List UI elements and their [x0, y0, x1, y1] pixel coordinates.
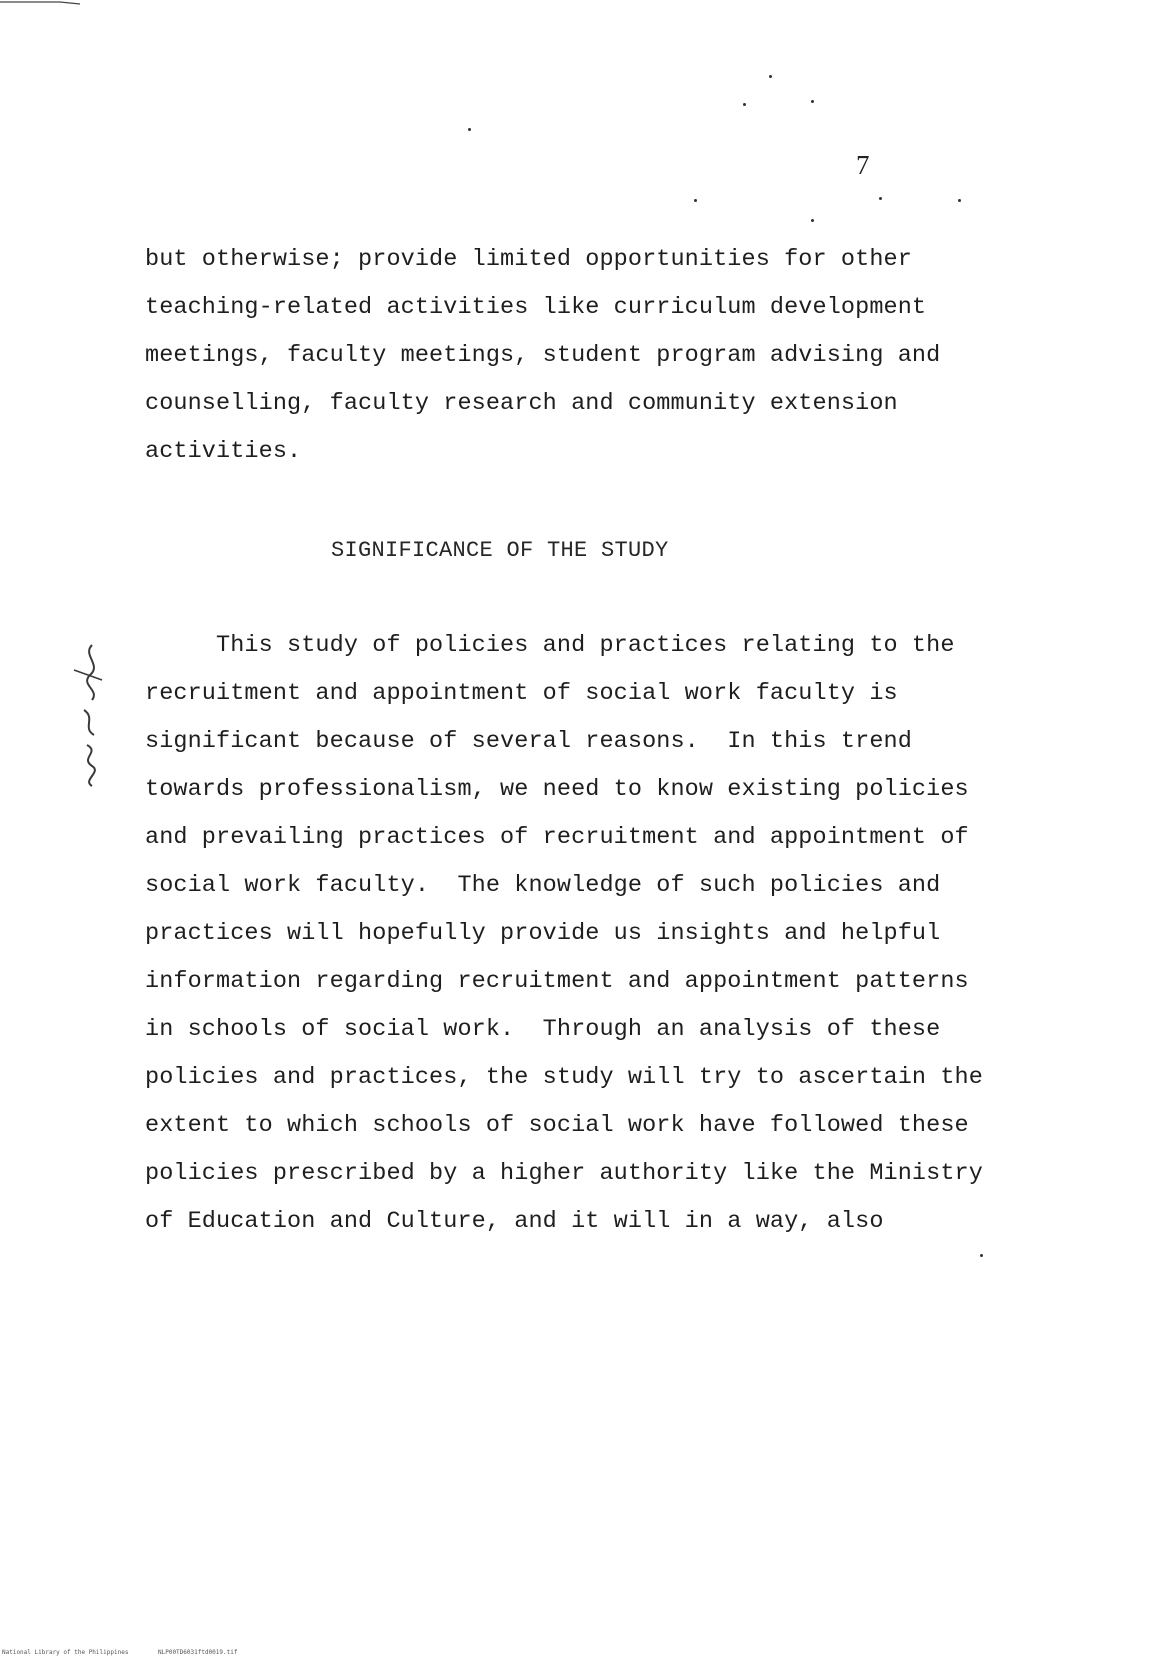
text-line: social work faculty. The knowledge of such policies and — [145, 872, 941, 899]
text-line: but otherwise; provide limited opportunities for other — [145, 246, 912, 273]
text-line: practices will hopefully provide us insights and helpful — [145, 920, 941, 947]
text-line: information regarding recruitment and appointment patterns — [145, 968, 969, 995]
text-line: extent to which schools of social work have followed these — [145, 1112, 969, 1139]
text-line: of Education and Culture, and it will in a way, also — [145, 1208, 884, 1235]
text-line: in schools of social work. Through an analysis of these — [145, 1016, 941, 1043]
text-line: meetings, faculty meetings, student program advising and — [145, 342, 941, 369]
page-number: 7 — [856, 150, 870, 180]
scan-speck — [811, 100, 814, 103]
scan-speck — [694, 199, 697, 202]
scan-corner-mark — [0, 0, 90, 10]
scan-speck — [980, 1254, 983, 1257]
scan-speck — [879, 197, 882, 200]
text-line: significant because of several reasons. In this trend — [145, 728, 912, 755]
scan-speck — [743, 103, 746, 106]
text-line: counselling, faculty research and community extension — [145, 390, 898, 417]
footer-library: National Library of the Philippines — [2, 1649, 129, 1656]
text-line: recruitment and appointment of social work faculty is — [145, 680, 898, 707]
section-heading: SIGNIFICANCE OF THE STUDY — [331, 538, 669, 563]
scan-speck — [958, 199, 961, 202]
scan-speck — [811, 219, 814, 222]
scan-speck — [769, 75, 772, 78]
text-line: policies and practices, the study will try to ascertain the — [145, 1064, 983, 1091]
text-line: teaching-related activities like curriculum development — [145, 294, 927, 321]
text-line: and prevailing practices of recruitment and appointment of — [145, 824, 969, 851]
text-line: policies prescribed by a higher authority like the Ministry — [145, 1160, 983, 1187]
text-line: towards professionalism, we need to know existing policies — [145, 776, 969, 803]
text-line: activities. — [145, 438, 302, 465]
scan-speck — [468, 128, 471, 131]
text-line: This study of policies and practices relating to the — [145, 632, 955, 659]
footer-filename: NLP00TD6031ftd0019.tif — [158, 1649, 238, 1656]
handwritten-margin-note — [62, 640, 112, 790]
